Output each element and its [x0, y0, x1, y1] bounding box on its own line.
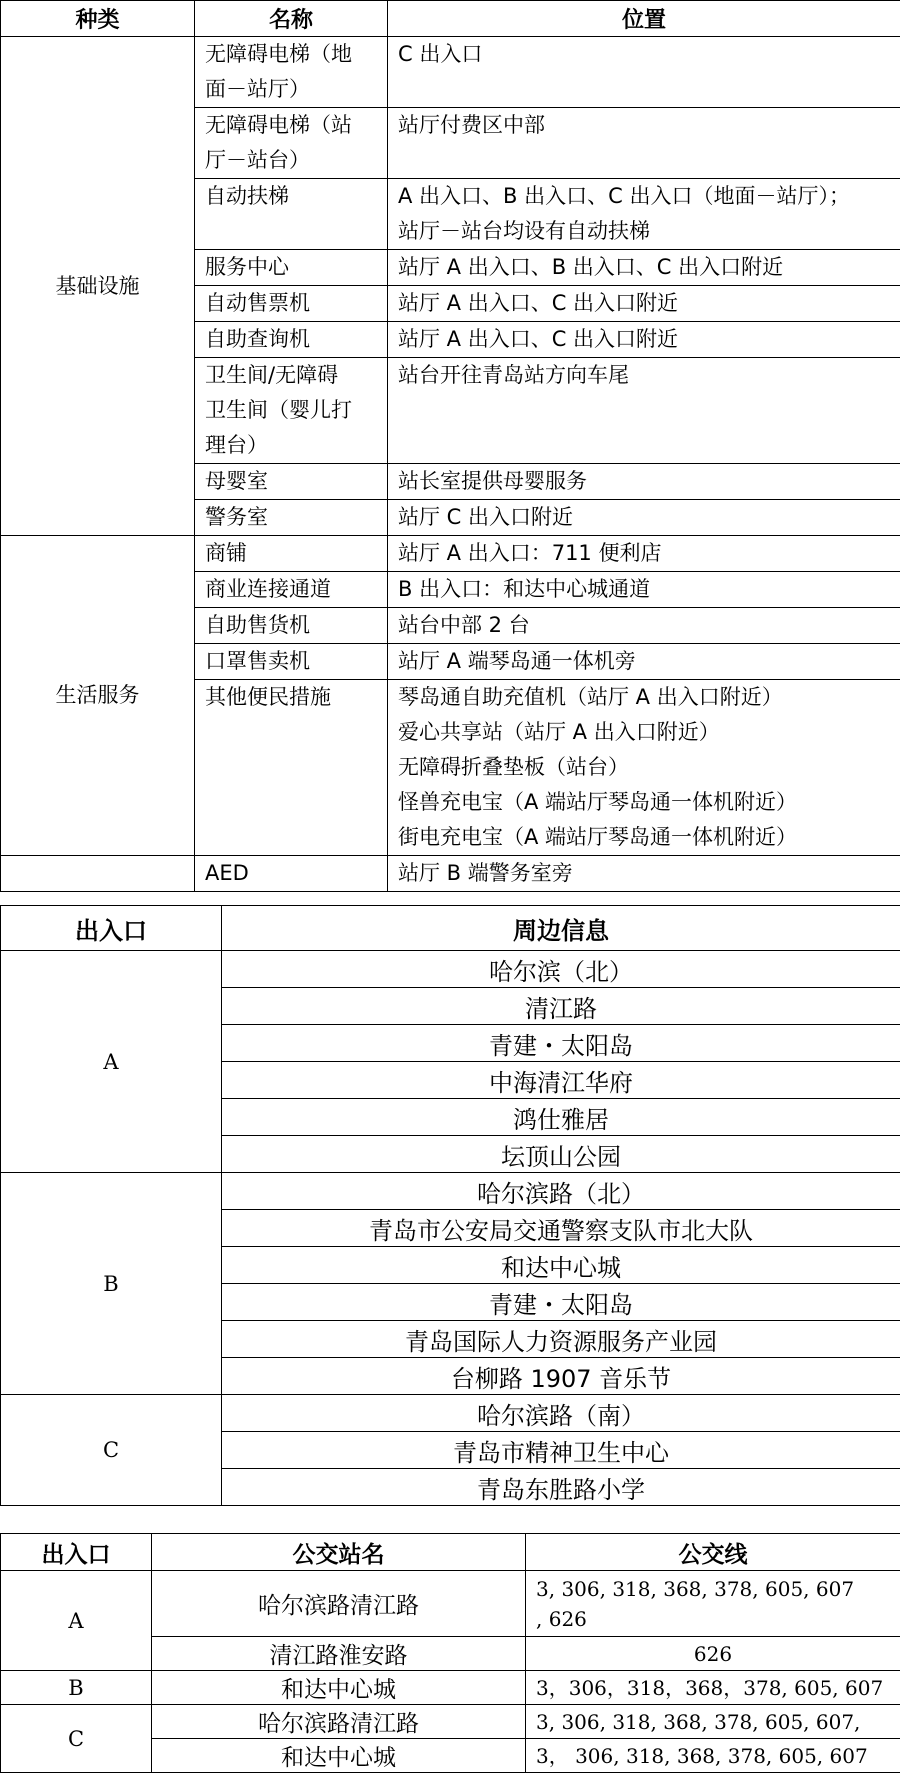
facility-location: 站厅 A 出入口、C 出入口附近	[388, 322, 900, 358]
facility-name: AED	[195, 856, 388, 892]
facility-name: 自助查询机	[195, 322, 388, 358]
facility-name: 商业连接通道	[195, 572, 388, 608]
header-location: 位置	[388, 1, 900, 37]
bus-row	[1, 1671, 900, 1705]
category-cell	[1, 856, 195, 892]
facility-name: 卫生间/无障碍 卫生间（婴儿打 理台）	[195, 358, 388, 464]
place-cell: 台柳路 1907 音乐节	[222, 1358, 900, 1395]
facility-name: 其他便民措施	[195, 680, 388, 856]
bus-lines-cell: 3, 306, 318, 368, 378, 605, 607 , 626	[526, 1571, 900, 1637]
place-cell: 哈尔滨路（南）	[222, 1395, 900, 1432]
place-cell: 青建・太阳岛	[222, 1025, 900, 1062]
bus-exit-cell: C	[1, 1705, 152, 1773]
header-info: 周边信息	[222, 906, 900, 951]
facility-location: A 出入口、B 出入口、C 出入口（地面－站厅）； 站厅－站台均设有自动扶梯	[388, 179, 900, 250]
facility-name: 自动扶梯	[195, 179, 388, 250]
facility-location: 站厅 B 端警务室旁	[388, 856, 900, 892]
facility-name: 无障碍电梯（站 厅－站台）	[195, 108, 388, 179]
place-cell: 青岛国际人力资源服务产业园	[222, 1321, 900, 1358]
facility-name: 无障碍电梯（地 面－站厅）	[195, 37, 388, 108]
place-cell: 青岛东胜路小学	[222, 1469, 900, 1506]
bus-stop-cell: 清江路淮安路	[152, 1637, 526, 1671]
place-cell: 青建・太阳岛	[222, 1284, 900, 1321]
facility-name: 自助售货机	[195, 608, 388, 644]
facility-location: 琴岛通自助充值机（站厅 A 出入口附近） 爱心共享站（站厅 A 出入口附近） 无障碍折叠垫板（站台） 怪兽充电宝（A 端站厅琴岛通一体机附近） 街电充电宝（A 端站厅琴岛通一体机附近）	[388, 680, 900, 856]
facility-location: 站台开往青岛站方向车尾	[388, 358, 900, 464]
place-cell: 青岛市精神卫生中心	[222, 1432, 900, 1469]
facility-name: 自动售票机	[195, 286, 388, 322]
bus-row	[1, 1705, 900, 1739]
header-category: 种类	[1, 1, 195, 37]
bus-lines-cell: 626	[526, 1637, 900, 1671]
place-cell: 哈尔滨路（北）	[222, 1173, 900, 1210]
place-cell: 坛顶山公园	[222, 1136, 900, 1173]
bus-lines-cell: 3, 306, 318, 368, 378, 605, 607,	[526, 1705, 900, 1739]
surroundings-table	[0, 905, 900, 1506]
bus-stop-cell: 和达中心城	[152, 1739, 526, 1773]
facility-location: 站长室提供母婴服务	[388, 464, 900, 500]
header-bus-stop: 公交站名	[152, 1534, 526, 1571]
bus-table	[0, 1533, 900, 1773]
place-cell: 青岛市公安局交通警察支队市北大队	[222, 1210, 900, 1247]
facility-location: 站厅 A 出入口：711 便利店	[388, 536, 900, 572]
exit-cell: A	[1, 951, 222, 1173]
header-exit: 出入口	[1, 906, 222, 951]
bus-lines-cell: 3，306，318，368，378, 605, 607	[526, 1671, 900, 1705]
facility-name: 口罩售卖机	[195, 644, 388, 680]
bus-exit-cell: A	[1, 1571, 152, 1671]
surrounding-row	[1, 1395, 900, 1432]
place-cell: 哈尔滨（北）	[222, 951, 900, 988]
bus-stop-cell: 和达中心城	[152, 1671, 526, 1705]
facility-location: 站厅付费区中部	[388, 108, 900, 179]
exit-cell: B	[1, 1173, 222, 1395]
header-name: 名称	[195, 1, 388, 37]
place-cell: 清江路	[222, 988, 900, 1025]
bus-exit-cell: B	[1, 1671, 152, 1705]
facility-location: 站厅 A 出入口、B 出入口、C 出入口附近	[388, 250, 900, 286]
surroundings-header-row	[1, 906, 900, 951]
place-cell: 和达中心城	[222, 1247, 900, 1284]
facility-location: 站台中部 2 台	[388, 608, 900, 644]
facility-location: B 出入口：和达中心城通道	[388, 572, 900, 608]
facility-name: 商铺	[195, 536, 388, 572]
facility-row	[1, 536, 900, 572]
facility-name: 母婴室	[195, 464, 388, 500]
header-bus-exit: 出入口	[1, 1534, 152, 1571]
category-cell: 基础设施	[1, 37, 195, 536]
facility-row	[1, 37, 900, 108]
facility-location: 站厅 A 出入口、C 出入口附近	[388, 286, 900, 322]
bus-stop-cell: 哈尔滨路清江路	[152, 1571, 526, 1637]
facility-location: C 出入口	[388, 37, 900, 108]
facility-location: 站厅 A 端琴岛通一体机旁	[388, 644, 900, 680]
bus-lines-cell: 3， 306, 318, 368, 378, 605, 607	[526, 1739, 900, 1773]
category-cell: 生活服务	[1, 536, 195, 856]
exit-cell: C	[1, 1395, 222, 1506]
surrounding-row	[1, 951, 900, 988]
facility-location: 站厅 C 出入口附近	[388, 500, 900, 536]
bus-row	[1, 1571, 900, 1637]
bus-stop-cell: 哈尔滨路清江路	[152, 1705, 526, 1739]
surrounding-row	[1, 1173, 900, 1210]
facility-row	[1, 856, 900, 892]
facility-name: 警务室	[195, 500, 388, 536]
bus-header-row	[1, 1534, 900, 1571]
header-bus-lines: 公交线	[526, 1534, 900, 1571]
facilities-header-row	[1, 1, 900, 37]
place-cell: 鸿仕雅居	[222, 1099, 900, 1136]
facility-name: 服务中心	[195, 250, 388, 286]
place-cell: 中海清江华府	[222, 1062, 900, 1099]
